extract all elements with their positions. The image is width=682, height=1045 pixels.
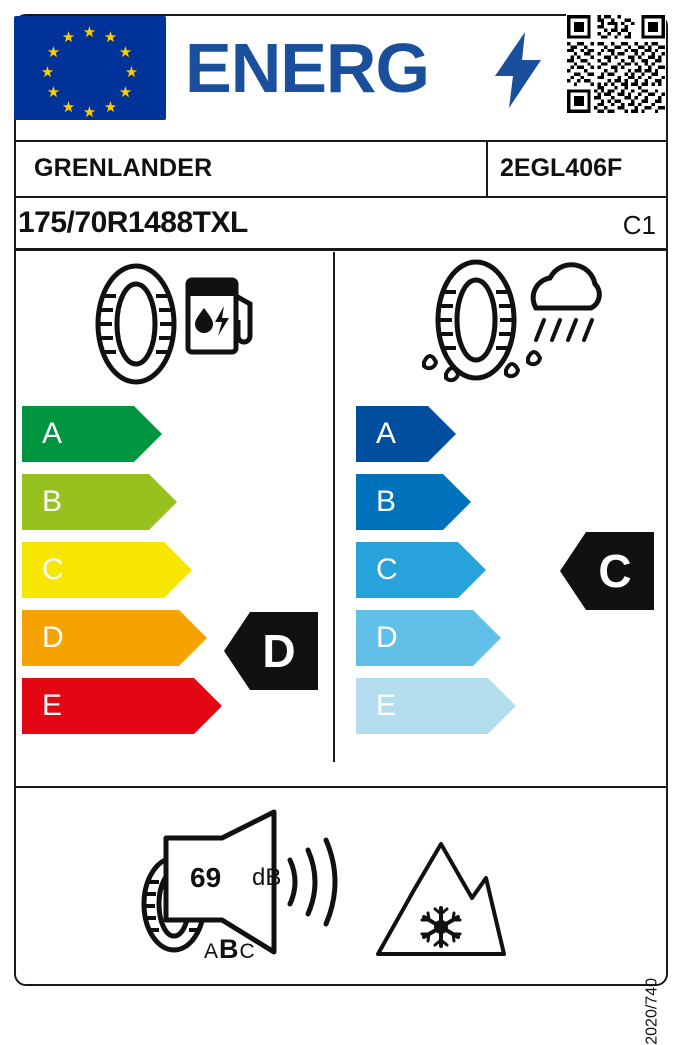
grade-row — [22, 542, 64, 598]
grade-row — [22, 678, 64, 734]
divider-3 — [16, 248, 666, 251]
grade-row — [356, 678, 398, 734]
three-peak-mountain-snowflake-icon — [376, 838, 506, 960]
snow-group — [376, 838, 506, 960]
energy-wordmark: ENERG — [185, 29, 429, 107]
grade-letter: C — [376, 553, 398, 586]
noise-class-b-selected: B — [219, 934, 240, 964]
tyre-rain-cloud-icon — [410, 262, 610, 387]
fuel-rating-letter: D — [262, 625, 296, 677]
qr-code-icon — [566, 14, 666, 114]
noise-class-c: C — [239, 940, 256, 963]
eu-flag-icon: ★ ★ ★ ★ ★ ★ ★ ★ ★ ★ ★ ★ — [14, 16, 166, 120]
tyre-size: 175/70R1488TXL — [18, 206, 248, 239]
grade-letter: D — [376, 621, 398, 654]
grade-row — [356, 542, 398, 598]
noise-group — [126, 812, 356, 962]
grade-letter: E — [376, 689, 397, 722]
divider-1 — [16, 140, 666, 142]
grade-letter: A — [376, 417, 397, 450]
divider-2 — [16, 196, 666, 198]
grade-letter: D — [42, 621, 64, 654]
grade-letter: A — [42, 417, 63, 450]
grade-row — [356, 474, 398, 530]
wet-grip-scale — [356, 406, 398, 746]
label-date: 2020/740 — [644, 978, 661, 1045]
tyre-fuel-pump-icon — [84, 262, 264, 387]
grade-letter: B — [42, 485, 63, 518]
grade-letter: C — [42, 553, 64, 586]
noise-class-a: A — [204, 940, 220, 963]
fuel-efficiency-rating-badge — [224, 612, 318, 690]
divider-4 — [16, 786, 666, 788]
grade-letter: E — [42, 689, 63, 722]
tyre-class: C1 — [622, 210, 656, 240]
grade-row — [356, 610, 398, 666]
fuel-efficiency-scale — [22, 406, 64, 746]
lightning-bolt-icon — [495, 32, 541, 108]
grade-row — [22, 474, 64, 530]
noise-class-scale — [204, 934, 256, 965]
grade-row — [22, 406, 64, 462]
brand-divider — [486, 140, 488, 196]
wet-grip-rating-badge — [560, 532, 654, 610]
brand-name: GRENLANDER — [34, 154, 213, 182]
grade-letter: B — [376, 485, 397, 518]
wet-rating-letter: C — [598, 545, 632, 597]
center-divider — [333, 252, 335, 762]
grade-row — [356, 406, 398, 462]
noise-unit: dB — [252, 864, 282, 891]
type-code: 2EGL406F — [500, 154, 623, 182]
grade-row — [22, 610, 64, 666]
noise-value: 69 — [190, 862, 222, 893]
